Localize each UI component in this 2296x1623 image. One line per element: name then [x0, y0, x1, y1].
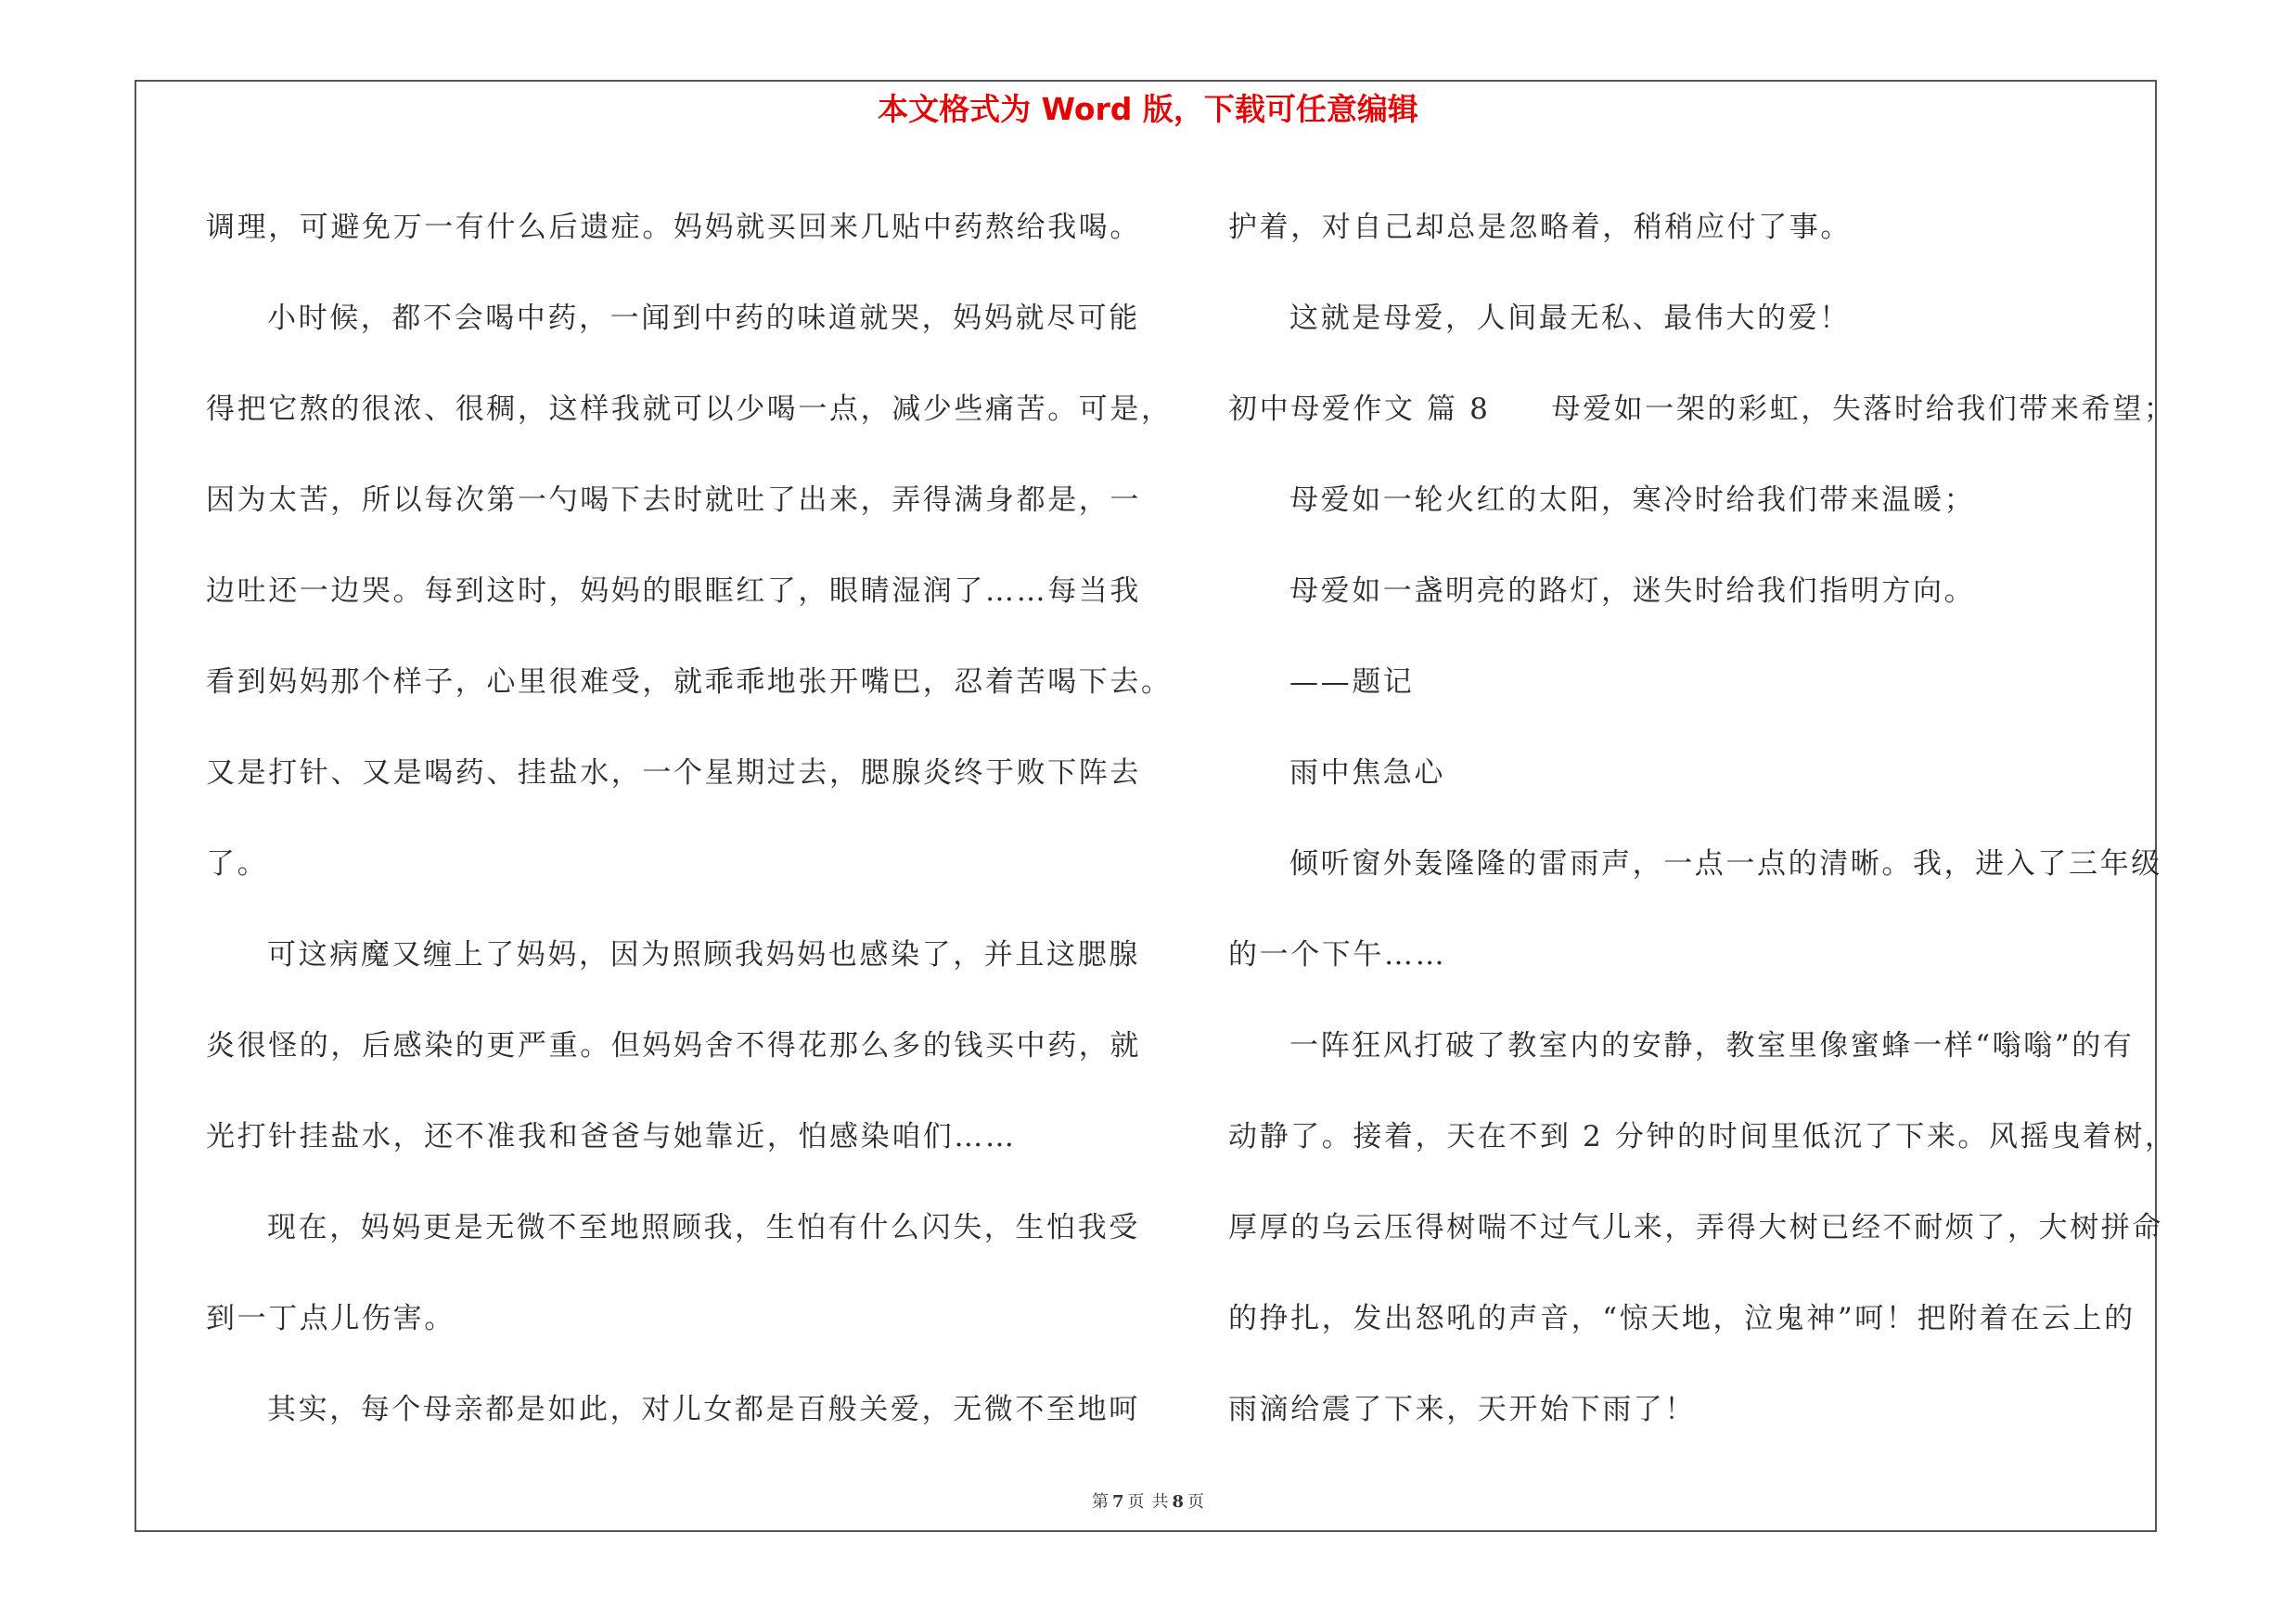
- text-line: 一阵狂风打破了教室内的安静，教室里像蜜蜂一样“嗡嗡”的有: [1289, 1029, 2135, 1063]
- text-line: 厚厚的乌云压得树喘不过气儿来，弄得大树已经不耐烦了，大树拼命: [1228, 1211, 2163, 1244]
- text-line: ——题记: [1289, 665, 1415, 699]
- footer-page-word: 页: [1127, 1492, 1145, 1512]
- footer-total-pages: 8: [1172, 1492, 1185, 1512]
- footer-prefix: 第: [1091, 1492, 1109, 1512]
- text-line: 了。: [206, 847, 269, 881]
- text-line: 光打针挂盐水，还不准我和爸爸与她靠近，怕感染咱们……: [206, 1120, 1017, 1153]
- epigraph-line: 母爱如一架的彩虹，失落时给我们带来希望；: [1551, 393, 2175, 426]
- text-line: 得把它熬的很浓、很稠，这样我就可以少喝一点，减少些痛苦。可是，: [206, 393, 1173, 426]
- text-line: 雨中焦急心: [1289, 756, 1445, 790]
- text-line: 边吐还一边哭。每到这时，妈妈的眼眶红了，眼睛湿润了……每当我: [206, 574, 1141, 608]
- footer-suffix: 页: [1187, 1492, 1205, 1512]
- section-heading-line: [1228, 364, 2175, 455]
- footer-current-page: 7: [1111, 1492, 1124, 1512]
- text-line: 倾听窗外轰隆隆的雷雨声，一点一点的清晰。我，进入了三年级: [1289, 847, 2162, 881]
- format-banner: 本文格式为 Word 版，下载可任意编辑: [878, 91, 1418, 127]
- text-line: 炎很怪的，后感染的更严重。但妈妈舍不得花那么多的钱买中药，就: [206, 1029, 1141, 1063]
- text-line: 雨滴给震了下来，天开始下雨了！: [1228, 1393, 1696, 1426]
- text-line: 这就是母爱，人间最无私、最伟大的爱！: [1289, 302, 1851, 335]
- text-line: 母爱如一轮火红的太阳，寒冷时给我们带来温暖；: [1289, 483, 1976, 517]
- text-line: 看到妈妈那个样子，心里很难受，就乖乖地张开嘴巴，忍着苦喝下去。: [206, 665, 1173, 699]
- text-line: 调理，可避免万一有什么后遗症。妈妈就买回来几贴中药熬给我喝。: [206, 211, 1141, 244]
- left-column: [206, 182, 1173, 1455]
- text-line: 的一个下午……: [1228, 938, 1447, 972]
- text-line: 又是打针、又是喝药、挂盐水，一个星期过去，腮腺炎终于败下阵去: [206, 756, 1141, 790]
- section-heading: 初中母爱作文 篇 8: [1228, 393, 1491, 426]
- text-line: 现在，妈妈更是无微不至地照顾我，生怕有什么闪失，生怕我受: [267, 1211, 1140, 1244]
- footer-total-word: 共: [1151, 1492, 1169, 1512]
- text-line: 小时候，都不会喝中药，一闻到中药的味道就哭，妈妈就尽可能: [267, 302, 1140, 335]
- text-line: 因为太苦，所以每次第一勺喝下去时就吐了出来，弄得满身都是，一: [206, 483, 1141, 517]
- page-footer: [0, 1491, 2296, 1514]
- text-line: 动静了。接着，天在不到 2 分钟的时间里低沉了下来。风摇曳着树，: [1228, 1120, 2176, 1153]
- text-line: 母爱如一盏明亮的路灯，迷失时给我们指明方向。: [1289, 574, 1976, 608]
- text-line: 到一丁点儿伤害。: [206, 1302, 455, 1335]
- text-line: 护着，对自己却总是忽略着，稍稍应付了事。: [1228, 211, 1852, 244]
- text-line: 其实，每个母亲都是如此，对儿女都是百般关爱，无微不至地呵: [267, 1393, 1140, 1426]
- text-line: 可这病魔又缠上了妈妈，因为照顾我妈妈也感染了，并且这腮腺: [267, 938, 1140, 972]
- text-line: 的挣扎，发出怒吼的声音，“惊天地，泣鬼神”呵！把附着在云上的: [1228, 1302, 2136, 1335]
- right-column: [1228, 182, 2176, 1455]
